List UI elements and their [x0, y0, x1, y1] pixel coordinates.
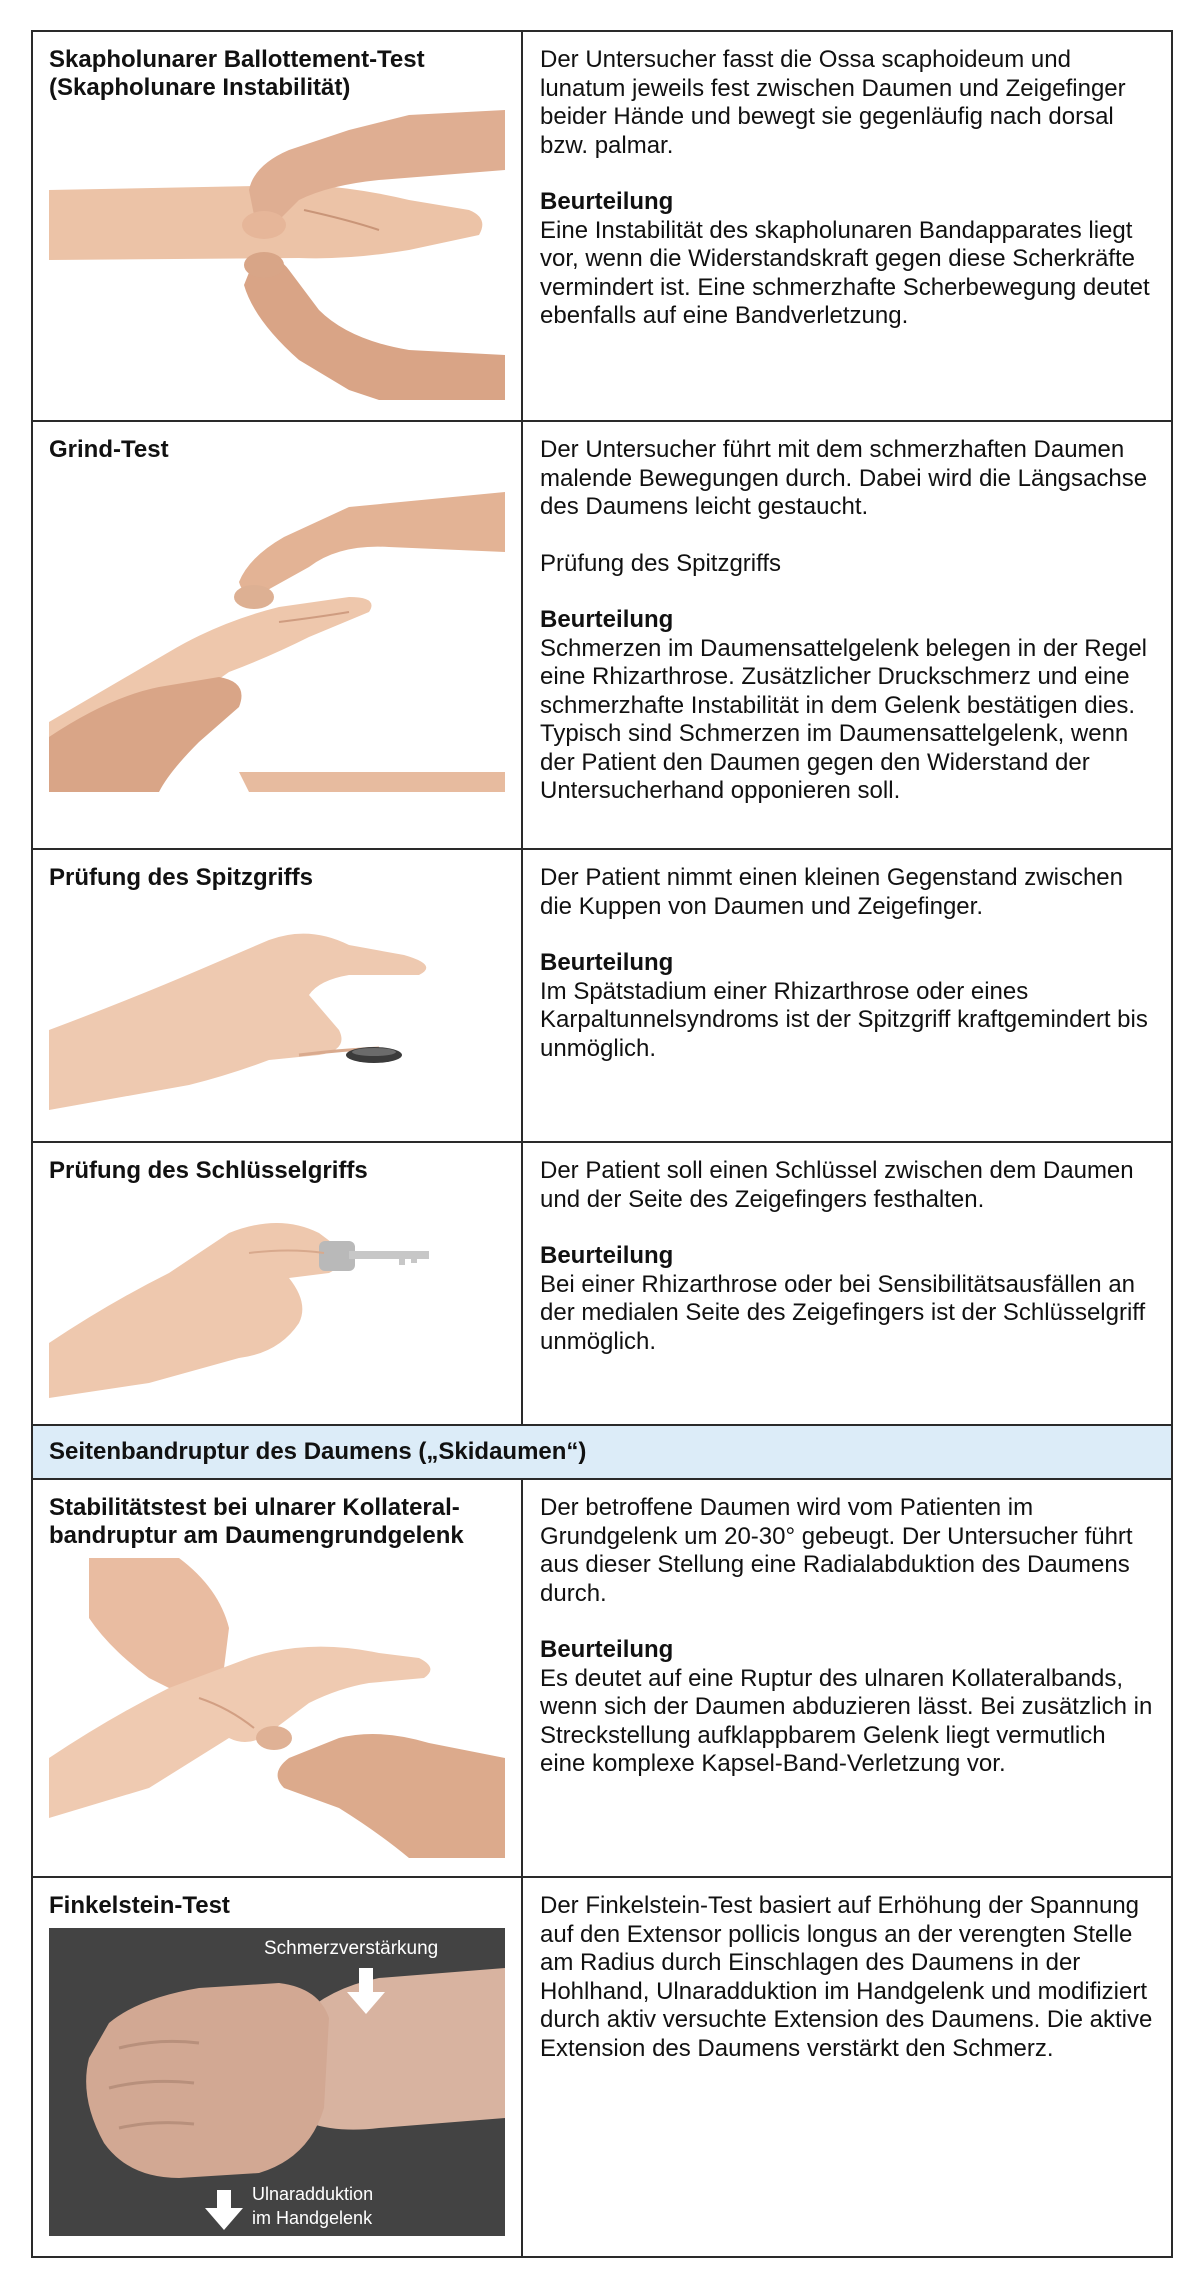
test-description: Der Patient nimmt einen kleinen Gegenstand zwischen die Kuppen von Daumen und Zeigefinger.: [540, 864, 1123, 920]
assessment-text: Es deutet auf eine Ruptur des ulnaren Kollateralbands, wenn sich der Daumen abduzieren lässt. Bei zusätzlich in Streckstellung aufklappbarem Gelenk liegt vermutlich eine komplexe Kapsel-Band-Verletzung vor.: [540, 1664, 1153, 1777]
test-description: Der Untersucher fasst die Ossa scaphoideum und lunatum jeweils fest zwischen Daumen und Zeigefinger beider Hände und bewegt sie gegenläufig nach dorsal bzw. palmar.: [540, 46, 1126, 159]
test-title-line: Skapholunarer Ballottement-Test: [49, 46, 425, 73]
test-description: Der Patient soll einen Schlüssel zwischen dem Daumen und der Seite des Zeigefingers festhalten.: [540, 1157, 1134, 1213]
test-title-line: Grind-Test: [49, 436, 169, 463]
test-photo: [49, 1193, 505, 1398]
test-title-line: Finkelstein-Test: [49, 1892, 230, 1919]
test-description-cell: [522, 1142, 1172, 1425]
test-description-cell: [522, 1479, 1172, 1877]
table-row: [32, 1142, 1172, 1425]
hands-ballottement-photo: [49, 110, 505, 400]
pinch-grip-photo: [49, 900, 505, 1115]
key-grip-photo: [49, 1193, 505, 1398]
test-name-cell: [32, 849, 522, 1142]
test-description-cell: [522, 421, 1172, 849]
test-title: [49, 1157, 505, 1185]
test-title-line: Prüfung des Spitzgriffs: [49, 864, 313, 891]
assessment-text: Bei einer Rhizarthrose oder bei Sensibilitätsausfällen an der medialen Seite des Zeigefingers ist der Schlüsselgriff unmöglich.: [540, 1270, 1146, 1355]
section-heading: Seitenbandruptur des Daumens („Skidaumen“): [32, 1425, 1172, 1479]
test-title-line: bandruptur am Daumengrundgelenk: [49, 1522, 464, 1549]
test-name-cell: [32, 1142, 522, 1425]
assessment-text: Schmerzen im Daumensattelgelenk belegen in der Regel eine Rhizarthrose. Zusätzlicher Druckschmerz und eine schmerzhafte Instabilität in dem Gelenk bestätigen dies. Typisch sind Schmerzen im Daumensattelgelenk, wenn der Patient den Daumen gegen den Widerstand der Untersucherhand opponieren soll.: [540, 634, 1148, 804]
photo-label-bottom-line2: im Handgelenk: [252, 2208, 373, 2228]
assessment-heading: Beurteilung: [540, 1242, 674, 1269]
grind-test-photo: [49, 472, 505, 792]
test-photo: [49, 1558, 505, 1858]
table-row: [32, 1479, 1172, 1877]
test-title: [49, 436, 505, 464]
test-name-cell: [32, 1877, 522, 2257]
test-name-cell: [32, 421, 522, 849]
finkelstein-test-photo: [49, 1928, 505, 2236]
photo-label-bottom-line1: Ulnaradduktion: [252, 2184, 374, 2204]
test-title: [49, 1494, 505, 1550]
test-title: [49, 46, 505, 102]
assessment-heading: Beurteilung: [540, 1636, 674, 1663]
test-title: [49, 864, 505, 892]
test-description: Der betroffene Daumen wird vom Patienten im Grundgelenk um 20-30° gebeugt. Der Untersucher führt aus dieser Stellung eine Radialabduktion des Daumens durch.: [540, 1494, 1133, 1607]
clinical-tests-table: [31, 30, 1173, 2258]
test-photo: [49, 110, 505, 400]
table-row: [32, 421, 1172, 849]
test-title-line: (Skapholunare Instabilität): [49, 74, 351, 101]
photo-label-top: Schmerzverstärkung: [264, 1938, 439, 1959]
test-photo: [49, 472, 505, 792]
table-row: [32, 31, 1172, 421]
assessment-heading: Beurteilung: [540, 188, 674, 215]
table-row: [32, 849, 1172, 1142]
test-description-cell: [522, 1877, 1172, 2257]
test-photo: [49, 1928, 505, 2236]
collateral-ligament-test-photo: [49, 1558, 505, 1858]
test-title-line: Prüfung des Schlüsselgriffs: [49, 1157, 368, 1184]
test-title-line: Stabilitätstest bei ulnarer Kollateral-: [49, 1494, 460, 1521]
test-photo: [49, 900, 505, 1115]
test-description: Der Finkelstein-Test basiert auf Erhöhung der Spannung auf den Extensor pollicis longus an der verengten Stelle am Radius durch Einschlagen des Daumens in der Hohlhand, Ulnaradduktion im Handgelenk und modifiziert durch aktiv versuchte Extension des Daumens. Die aktive Extension des Daumens verstärkt den Schmerz.: [540, 1892, 1153, 2062]
assessment-text: Eine Instabilität des skapholunaren Bandapparates liegt vor, wenn die Widerstandskraft gegen diese Scherkräfte vermindert ist. Eine schmerzhafte Scherbewegung deutet ebenfalls auf eine Bandverletzung.: [540, 216, 1150, 329]
test-description-cell: [522, 849, 1172, 1142]
test-description: Der Untersucher führt mit dem schmerzhaften Daumen malende Bewegungen durch. Dabei wird die Längsachse des Daumens leicht gestaucht.: [540, 436, 1148, 520]
test-name-cell: [32, 31, 522, 421]
section-header-row: [32, 1425, 1172, 1479]
test-description-cell: [522, 31, 1172, 421]
test-title: [49, 1892, 505, 1920]
assessment-text: Im Spätstadium einer Rhizarthrose oder eines Karpaltunnelsyndroms ist der Spitzgriff kraftgemindert bis unmöglich.: [540, 977, 1148, 1062]
test-name-cell: [32, 1479, 522, 1877]
test-extra-note: Prüfung des Spitzgriffs: [540, 549, 782, 577]
table-row: [32, 1877, 1172, 2257]
assessment-heading: Beurteilung: [540, 949, 674, 976]
assessment-heading: Beurteilung: [540, 606, 674, 633]
